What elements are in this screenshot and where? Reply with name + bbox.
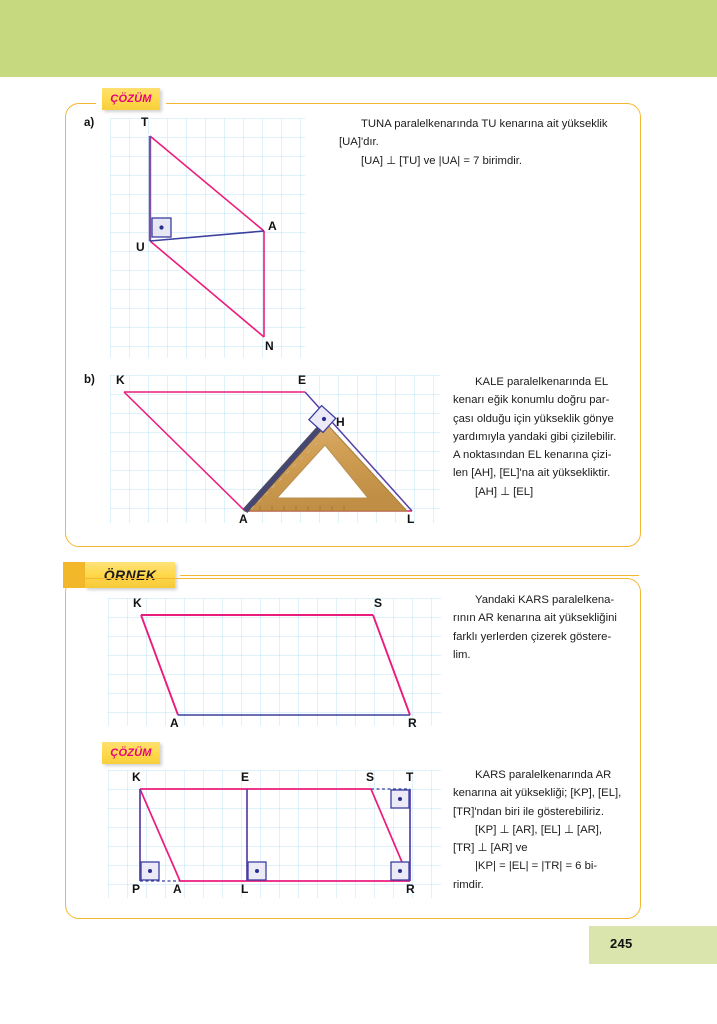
solution-b-formula: [AH] ⊥ [EL] xyxy=(475,485,534,498)
vertex-label-U: U xyxy=(136,240,145,254)
solution2-line6: |KP| = |EL| = |TR| = 6 bi- xyxy=(475,860,598,873)
solution2-line7: rimdir. xyxy=(453,878,484,891)
vertex-label-T-sol: T xyxy=(406,770,414,784)
vertex-label-A2: A xyxy=(239,512,248,526)
item-marker-b: b) xyxy=(84,374,95,386)
page-number: 245 xyxy=(610,936,633,951)
vertex-label-H: H xyxy=(336,415,345,429)
ornek-divider xyxy=(180,575,639,576)
item-marker-a: a) xyxy=(84,117,95,129)
badge-cozum-2: ÇÖZÜM xyxy=(102,742,160,764)
solution-b-line1: KALE paralelkenarında EL xyxy=(475,376,609,388)
badge-cozum-1: ÇÖZÜM xyxy=(102,88,160,110)
solution-a-line2: [UA]'dır. xyxy=(339,136,379,149)
vertex-label-P-sol: P xyxy=(132,882,141,896)
example-line1: Yandaki KARS paralelkena- xyxy=(475,594,615,606)
example-line4: lim. xyxy=(453,648,471,661)
example-line2: rının AR kenarına ait yüksekliğini xyxy=(453,612,617,625)
vertex-label-N: N xyxy=(265,339,274,353)
solution2-line5: [TR] ⊥ [AR] ve xyxy=(453,842,528,855)
badge-ornek: ÖRNEK xyxy=(85,562,175,588)
figure-kale xyxy=(110,373,440,526)
solution-b-text xyxy=(453,373,631,501)
solution2-line1: KARS paralelkenarında AR xyxy=(475,769,612,781)
vertex-label-A-sol: A xyxy=(173,882,182,896)
solution-a-line1: TUNA paralelkenarında TU kenarına ait yükseklik xyxy=(361,118,608,130)
solution2-text xyxy=(453,766,636,894)
solution2-line4: [KP] ⊥ [AR], [EL] ⊥ [AR], xyxy=(475,823,603,836)
solution2-line3: [TR]'ndan biri ile gösterebiliriz. xyxy=(453,805,604,818)
example-line3: farklı yerlerden çizerek göstere- xyxy=(453,630,612,643)
solution-a-text xyxy=(339,115,630,170)
solution-b-line3: çası olduğu için yükseklik gönye xyxy=(453,412,614,425)
page-number-band xyxy=(589,926,717,964)
figure-kars-example xyxy=(108,596,441,730)
vertex-label-S-ex: S xyxy=(374,596,383,610)
vertex-label-E: E xyxy=(298,373,307,387)
vertex-label-A-ex: A xyxy=(170,716,179,730)
solution-b-line6: len [AH], [EL]'na ait yüksekliktir. xyxy=(453,467,611,480)
figure-kars-heights xyxy=(108,770,441,898)
vertex-label-T: T xyxy=(141,115,149,129)
example-text xyxy=(453,591,631,664)
solution-b-line5: A noktasından EL kenarına çizi- xyxy=(453,449,612,462)
vertex-label-R-ex: R xyxy=(408,716,417,730)
solution-b-line4: yardımıyla yandaki gibi çizilebilir. xyxy=(453,430,617,443)
solution-b-line2: kenarı eğik konumlu doğru par- xyxy=(453,394,610,407)
vertex-label-K-ex: K xyxy=(133,596,142,610)
figure-tuna xyxy=(110,115,305,358)
header-green-band xyxy=(0,0,717,77)
vertex-label-K: K xyxy=(116,373,125,387)
solution-a-line3: [UA] ⊥ [TU] ve |UA| = 7 birimdir. xyxy=(361,154,523,167)
vertex-label-K-sol: K xyxy=(132,770,141,784)
vertex-label-L: L xyxy=(407,512,415,526)
solution2-line2: kenarına ait yüksekliği; [KP], [EL], xyxy=(453,787,622,800)
vertex-label-A: A xyxy=(268,219,277,233)
vertex-label-L-sol: L xyxy=(241,882,249,896)
vertex-label-S-sol: S xyxy=(366,770,375,784)
vertex-label-R-sol: R xyxy=(406,882,415,896)
vertex-label-E-sol: E xyxy=(241,770,250,784)
